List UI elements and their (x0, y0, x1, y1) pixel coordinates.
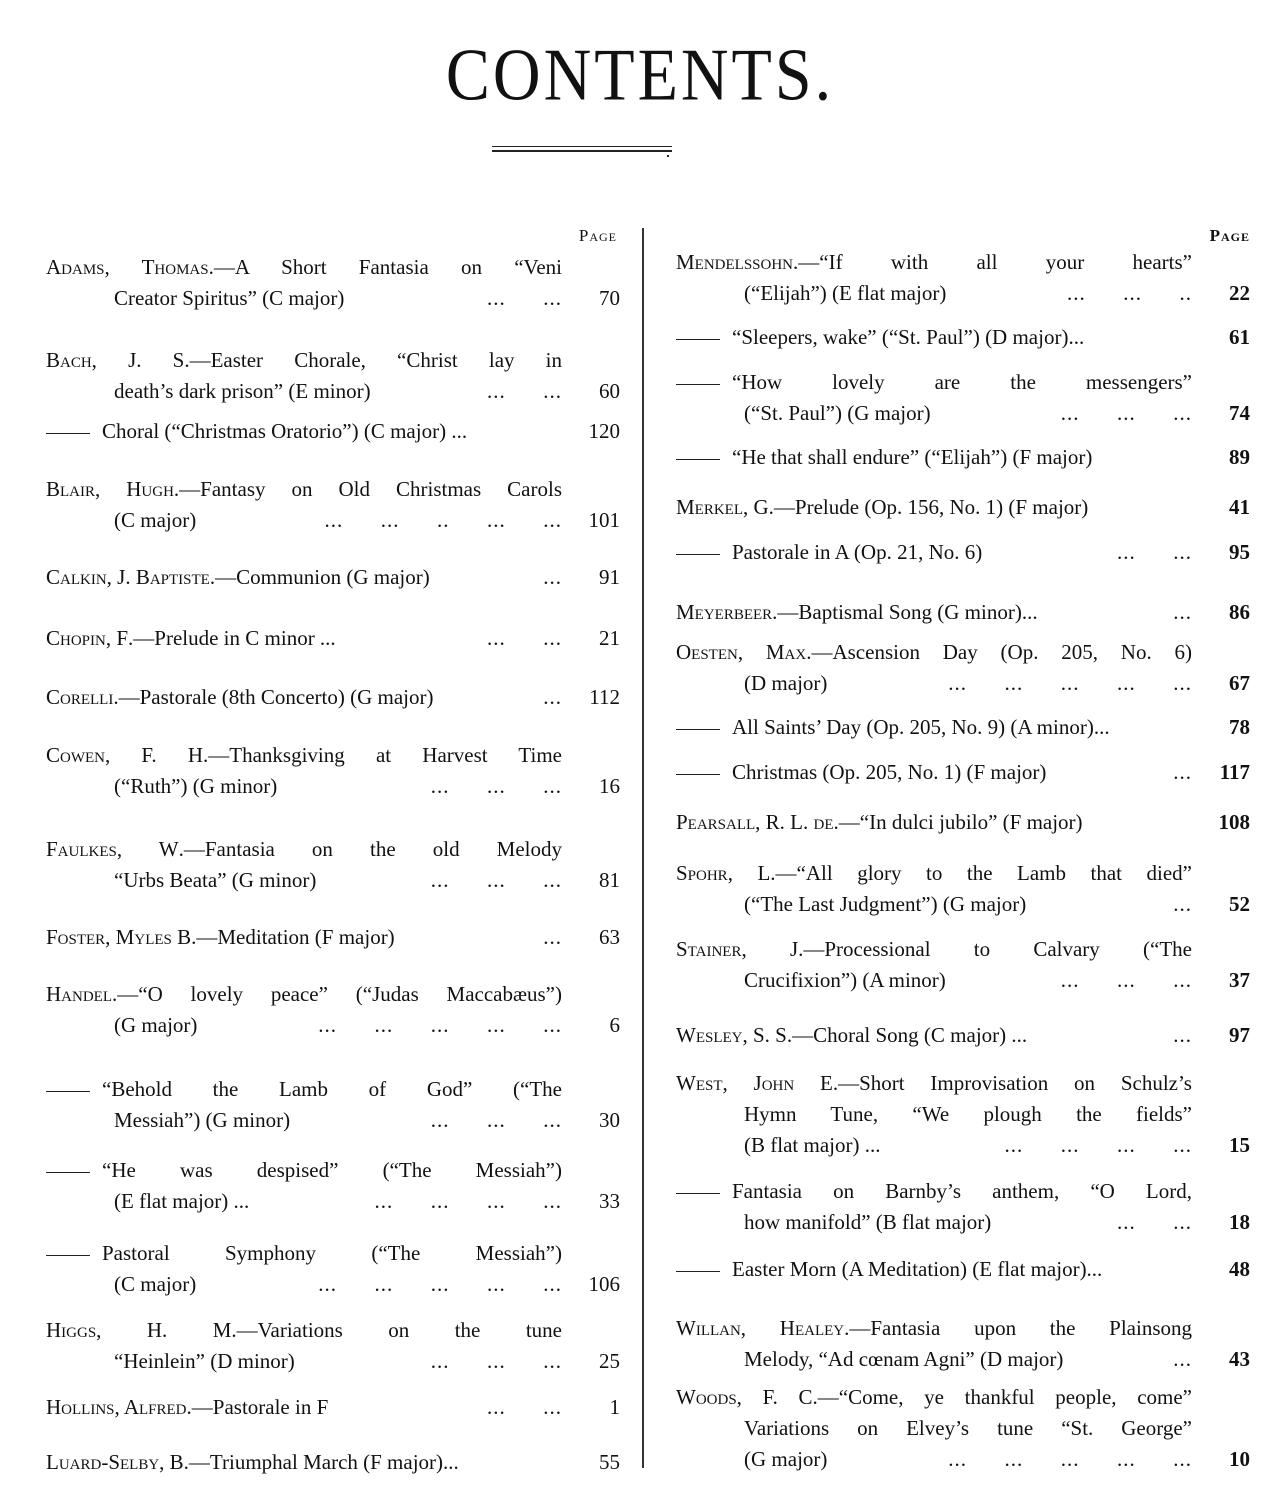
entry-text: Faulkes, W.—Fantasia on the old Melody (46, 837, 562, 861)
contents-entry (46, 979, 620, 1041)
entry-text: Messiah”) (G minor) (114, 1108, 291, 1132)
entry-text: (“Elijah”) (E flat major) (744, 281, 947, 305)
entry-text: Easter Morn (A Meditation) (E flat major)... (676, 1254, 1192, 1285)
page-title: CONTENTS. (445, 34, 835, 117)
contents-entry (46, 345, 620, 407)
page-number: 10 (1229, 1447, 1250, 1471)
contents-entry (676, 807, 1250, 838)
contents-entry (46, 1155, 620, 1217)
ditto-dash (676, 1193, 720, 1194)
page-number: 60 (599, 379, 620, 403)
page-column-header: Page (1209, 226, 1250, 245)
page-number: 30 (599, 1108, 620, 1132)
contents-entry (676, 367, 1250, 429)
entry-text: “Behold the Lamb of God” (“The (46, 1074, 562, 1105)
contents-entry (676, 858, 1250, 920)
page-number: 117 (1219, 760, 1250, 784)
page-number: 63 (599, 925, 620, 949)
ditto-dash (46, 1172, 90, 1173)
page-number: 95 (1229, 540, 1250, 564)
contents-entry (46, 1315, 620, 1377)
page-number: 91 (599, 565, 620, 589)
contents-entry (46, 623, 620, 654)
entry-text: (“Ruth”) (G minor) (114, 774, 278, 798)
contents-entry (676, 1313, 1250, 1375)
entry-text: Blair, Hugh.—Fantasy on Old Christmas Carols (46, 477, 562, 501)
leader-dots: ... (1173, 1347, 1192, 1371)
entry-text: death’s dark prison” (E minor) (114, 379, 371, 403)
page-number: 74 (1229, 401, 1250, 425)
contents-entry (676, 492, 1250, 523)
entry-text: “Heinlein” (D minor) (114, 1349, 295, 1373)
entry-text: Spohr, L.—“All glory to the Lamb that died” (676, 861, 1192, 885)
leader-dots: ... (543, 685, 562, 709)
contents-entry (676, 322, 1250, 353)
leader-dots: ... ... ... ... (374, 1189, 562, 1213)
page-number: 25 (599, 1349, 620, 1373)
contents-entry (676, 1020, 1250, 1051)
page-column-header: Page (578, 226, 617, 245)
leader-dots: ... ... ... (430, 1108, 562, 1132)
leader-dots: ... (1173, 760, 1192, 784)
entry-text: (B flat major) ... (744, 1133, 881, 1157)
page-number: 55 (599, 1450, 620, 1474)
entry-text: Melody, “Ad cœnam Agni” (D major) (744, 1347, 1064, 1371)
entry-text: (“St. Paul”) (G major) (744, 401, 931, 425)
leader-dots: ... ... ... (1060, 401, 1192, 425)
leader-dots: ... (1173, 1023, 1192, 1047)
contents-entry (46, 1392, 620, 1423)
entry-text: (G major) (744, 1447, 828, 1471)
page-number: 101 (588, 508, 620, 532)
entry-text: Pastorale in A (Op. 21, No. 6) (676, 537, 982, 568)
leader-dots: ... ... ... (430, 1349, 562, 1373)
entry-text: West, John E.—Short Improvisation on Schulz’s (676, 1071, 1192, 1095)
contents-entry (46, 922, 620, 953)
page-number: 67 (1229, 671, 1250, 695)
contents-entry (676, 1382, 1250, 1475)
entry-text: “He that shall endure” (“Elijah”) (F major) (676, 442, 1192, 473)
entry-text: “Urbs Beata” (G minor) (114, 868, 317, 892)
page-number: 61 (1229, 325, 1250, 349)
page-number: 43 (1229, 1347, 1250, 1371)
contents-entry (46, 1447, 620, 1478)
page-number: 22 (1229, 281, 1250, 305)
ditto-dash (676, 1271, 720, 1272)
page-number: 18 (1229, 1210, 1250, 1234)
contents-entry (46, 834, 620, 896)
page-number: 81 (599, 868, 620, 892)
leader-dots: ... ... (487, 379, 562, 403)
entry-text: Luard-Selby, B.—Triumphal March (F major)... (46, 1450, 459, 1474)
entry-text: Christmas (Op. 205, No. 1) (F major) (676, 757, 1046, 788)
page-number: 41 (1229, 495, 1250, 519)
entry-text: Mendelssohn.—“If with all your hearts” (676, 250, 1192, 274)
ditto-dash (676, 339, 720, 340)
ditto-dash (46, 1255, 90, 1256)
ditto-dash (46, 433, 90, 434)
entry-text: Calkin, J. Baptiste.—Communion (G major) (46, 565, 430, 589)
entry-text: Variations on Elvey’s tune “St. George” (744, 1416, 1192, 1440)
entry-text: Cowen, F. H.—Thanksgiving at Harvest Time (46, 743, 562, 767)
entry-text: Creator Spiritus” (C major) (114, 286, 345, 310)
entry-text: (“The Last Judgment”) (G major) (744, 892, 1027, 916)
page-number: 108 (1218, 810, 1250, 834)
leader-dots: ... ... (487, 1395, 562, 1419)
leader-dots: ... ... ... (430, 868, 562, 892)
leader-dots: ... ... .. (1067, 281, 1192, 305)
leader-dots: ... ... ... ... ... (948, 671, 1192, 695)
ditto-dash (676, 384, 720, 385)
contents-entry (676, 442, 1250, 473)
contents-entry (676, 934, 1250, 996)
entry-text: Wesley, S. S.—Choral Song (C major) ... (676, 1023, 1028, 1047)
entry-text: “Sleepers, wake” (“St. Paul”) (D major)... (676, 322, 1192, 353)
contents-entry (46, 682, 620, 713)
entry-text: Meyerbeer.—Baptismal Song (G minor)... (676, 600, 1038, 624)
entry-text: Pearsall, R. L. de.—“In dulci jubilo” (F major) (676, 810, 1083, 834)
page-number: 21 (599, 626, 620, 650)
column-separator (642, 228, 644, 1468)
page-number: 70 (599, 286, 620, 310)
page-number: 52 (1229, 892, 1250, 916)
entry-text: (G major) (114, 1013, 198, 1037)
title-divider (492, 146, 672, 155)
contents-entry (676, 537, 1250, 568)
ditto-dash (676, 774, 720, 775)
leader-dots: ... ... ... ... ... (948, 1447, 1192, 1471)
leader-dots: ... (1173, 892, 1192, 916)
contents-entry (676, 757, 1250, 788)
entry-text: Merkel, G.—Prelude (Op. 156, No. 1) (F major) (676, 495, 1089, 519)
entry-text: Fantasia on Barnby’s anthem, “O Lord, (676, 1176, 1192, 1207)
entry-text: (E flat major) ... (114, 1189, 250, 1213)
contents-entry (46, 1074, 620, 1136)
page-number: 1 (609, 1395, 620, 1419)
page-number: 48 (1229, 1257, 1250, 1281)
page-number: 16 (599, 774, 620, 798)
contents-entry (46, 740, 620, 802)
leader-dots: ... ... (1117, 1210, 1192, 1234)
page-number: 33 (599, 1189, 620, 1213)
entry-text: (D major) (744, 671, 828, 695)
leader-dots: ... ... ... (1060, 968, 1192, 992)
page-number: 120 (588, 419, 620, 443)
entry-text: Choral (“Christmas Oratorio”) (C major) ... (46, 416, 562, 447)
entry-text: Adams, Thomas.—A Short Fantasia on “Veni (46, 255, 563, 279)
entry-text: Hollins, Alfred.—Pastorale in F (46, 1395, 329, 1419)
entry-text: Foster, Myles B.—Meditation (F major) (46, 925, 395, 949)
entry-text: “He was despised” (“The Messiah”) (46, 1155, 562, 1186)
leader-dots: ... ... ... (430, 774, 562, 798)
page-number: 86 (1229, 600, 1250, 624)
entry-text: how manifold” (B flat major) (744, 1210, 992, 1234)
entry-text: Willan, Healey.—Fantasia upon the Plainsong (676, 1316, 1193, 1340)
contents-entry (46, 416, 620, 447)
contents-entry (676, 712, 1250, 743)
entry-text: Pastoral Symphony (“The Messiah”) (46, 1238, 562, 1269)
entry-text: All Saints’ Day (Op. 205, No. 9) (A minor)... (676, 712, 1192, 743)
contents-entry (46, 1238, 620, 1300)
leader-dots: ... ... (1117, 540, 1192, 564)
contents-entry (676, 597, 1250, 628)
page-number: 106 (588, 1272, 620, 1296)
contents-entry (46, 252, 620, 314)
entry-text: (C major) (114, 508, 197, 532)
entry-text: (C major) (114, 1272, 197, 1296)
entry-text: “How lovely are the messengers” (676, 367, 1192, 398)
page-number: 37 (1229, 968, 1250, 992)
page-number: 15 (1229, 1133, 1250, 1157)
ditto-dash (676, 729, 720, 730)
contents-entry (46, 562, 620, 593)
leader-dots: ... (543, 925, 562, 949)
ditto-dash (676, 459, 720, 460)
entry-text: Oesten, Max.—Ascension Day (Op. 205, No. 6) (676, 640, 1192, 664)
ditto-dash (46, 1091, 90, 1092)
entry-text: Woods, F. C.—“Come, ye thankful people, come” (676, 1385, 1193, 1409)
contents-entry (676, 1068, 1250, 1161)
entry-text: Corelli.—Pastorale (8th Concerto) (G major) (46, 685, 434, 709)
leader-dots: ... ... ... ... ... (318, 1272, 562, 1296)
leader-dots: ... ... (487, 286, 562, 310)
entry-text: Crucifixion”) (A minor) (744, 968, 946, 992)
leader-dots: ... (543, 565, 562, 589)
entry-text: Chopin, F.—Prelude in C minor ... (46, 626, 336, 650)
entry-text: Stainer, J.—Processional to Calvary (“The (676, 937, 1192, 961)
contents-entry (676, 247, 1250, 309)
leader-dots: ... ... ... ... ... (318, 1013, 562, 1037)
page-number: 89 (1229, 445, 1250, 469)
contents-entry (676, 1176, 1250, 1238)
leader-dots: ... ... (487, 626, 562, 650)
page-number: 78 (1229, 715, 1250, 739)
page-number: 6 (609, 1013, 620, 1037)
entry-text: Higgs, H. M.—Variations on the tune (46, 1318, 562, 1342)
entry-text: Hymn Tune, “We plough the fields” (744, 1102, 1192, 1126)
page-number: 97 (1229, 1023, 1250, 1047)
page-number: 112 (589, 685, 620, 709)
contents-entry (676, 1254, 1250, 1285)
leader-dots: ... ... .. ... ... (324, 508, 562, 532)
ditto-dash (676, 554, 720, 555)
contents-entry (46, 474, 620, 536)
leader-dots: ... ... ... ... (1004, 1133, 1192, 1157)
contents-entry (676, 637, 1250, 699)
entry-text: Bach, J. S.—Easter Chorale, “Christ lay in (46, 348, 562, 372)
leader-dots: ... (1173, 600, 1192, 624)
entry-text: Handel.—“O lovely peace” (“Judas Maccabæus”) (46, 982, 562, 1006)
